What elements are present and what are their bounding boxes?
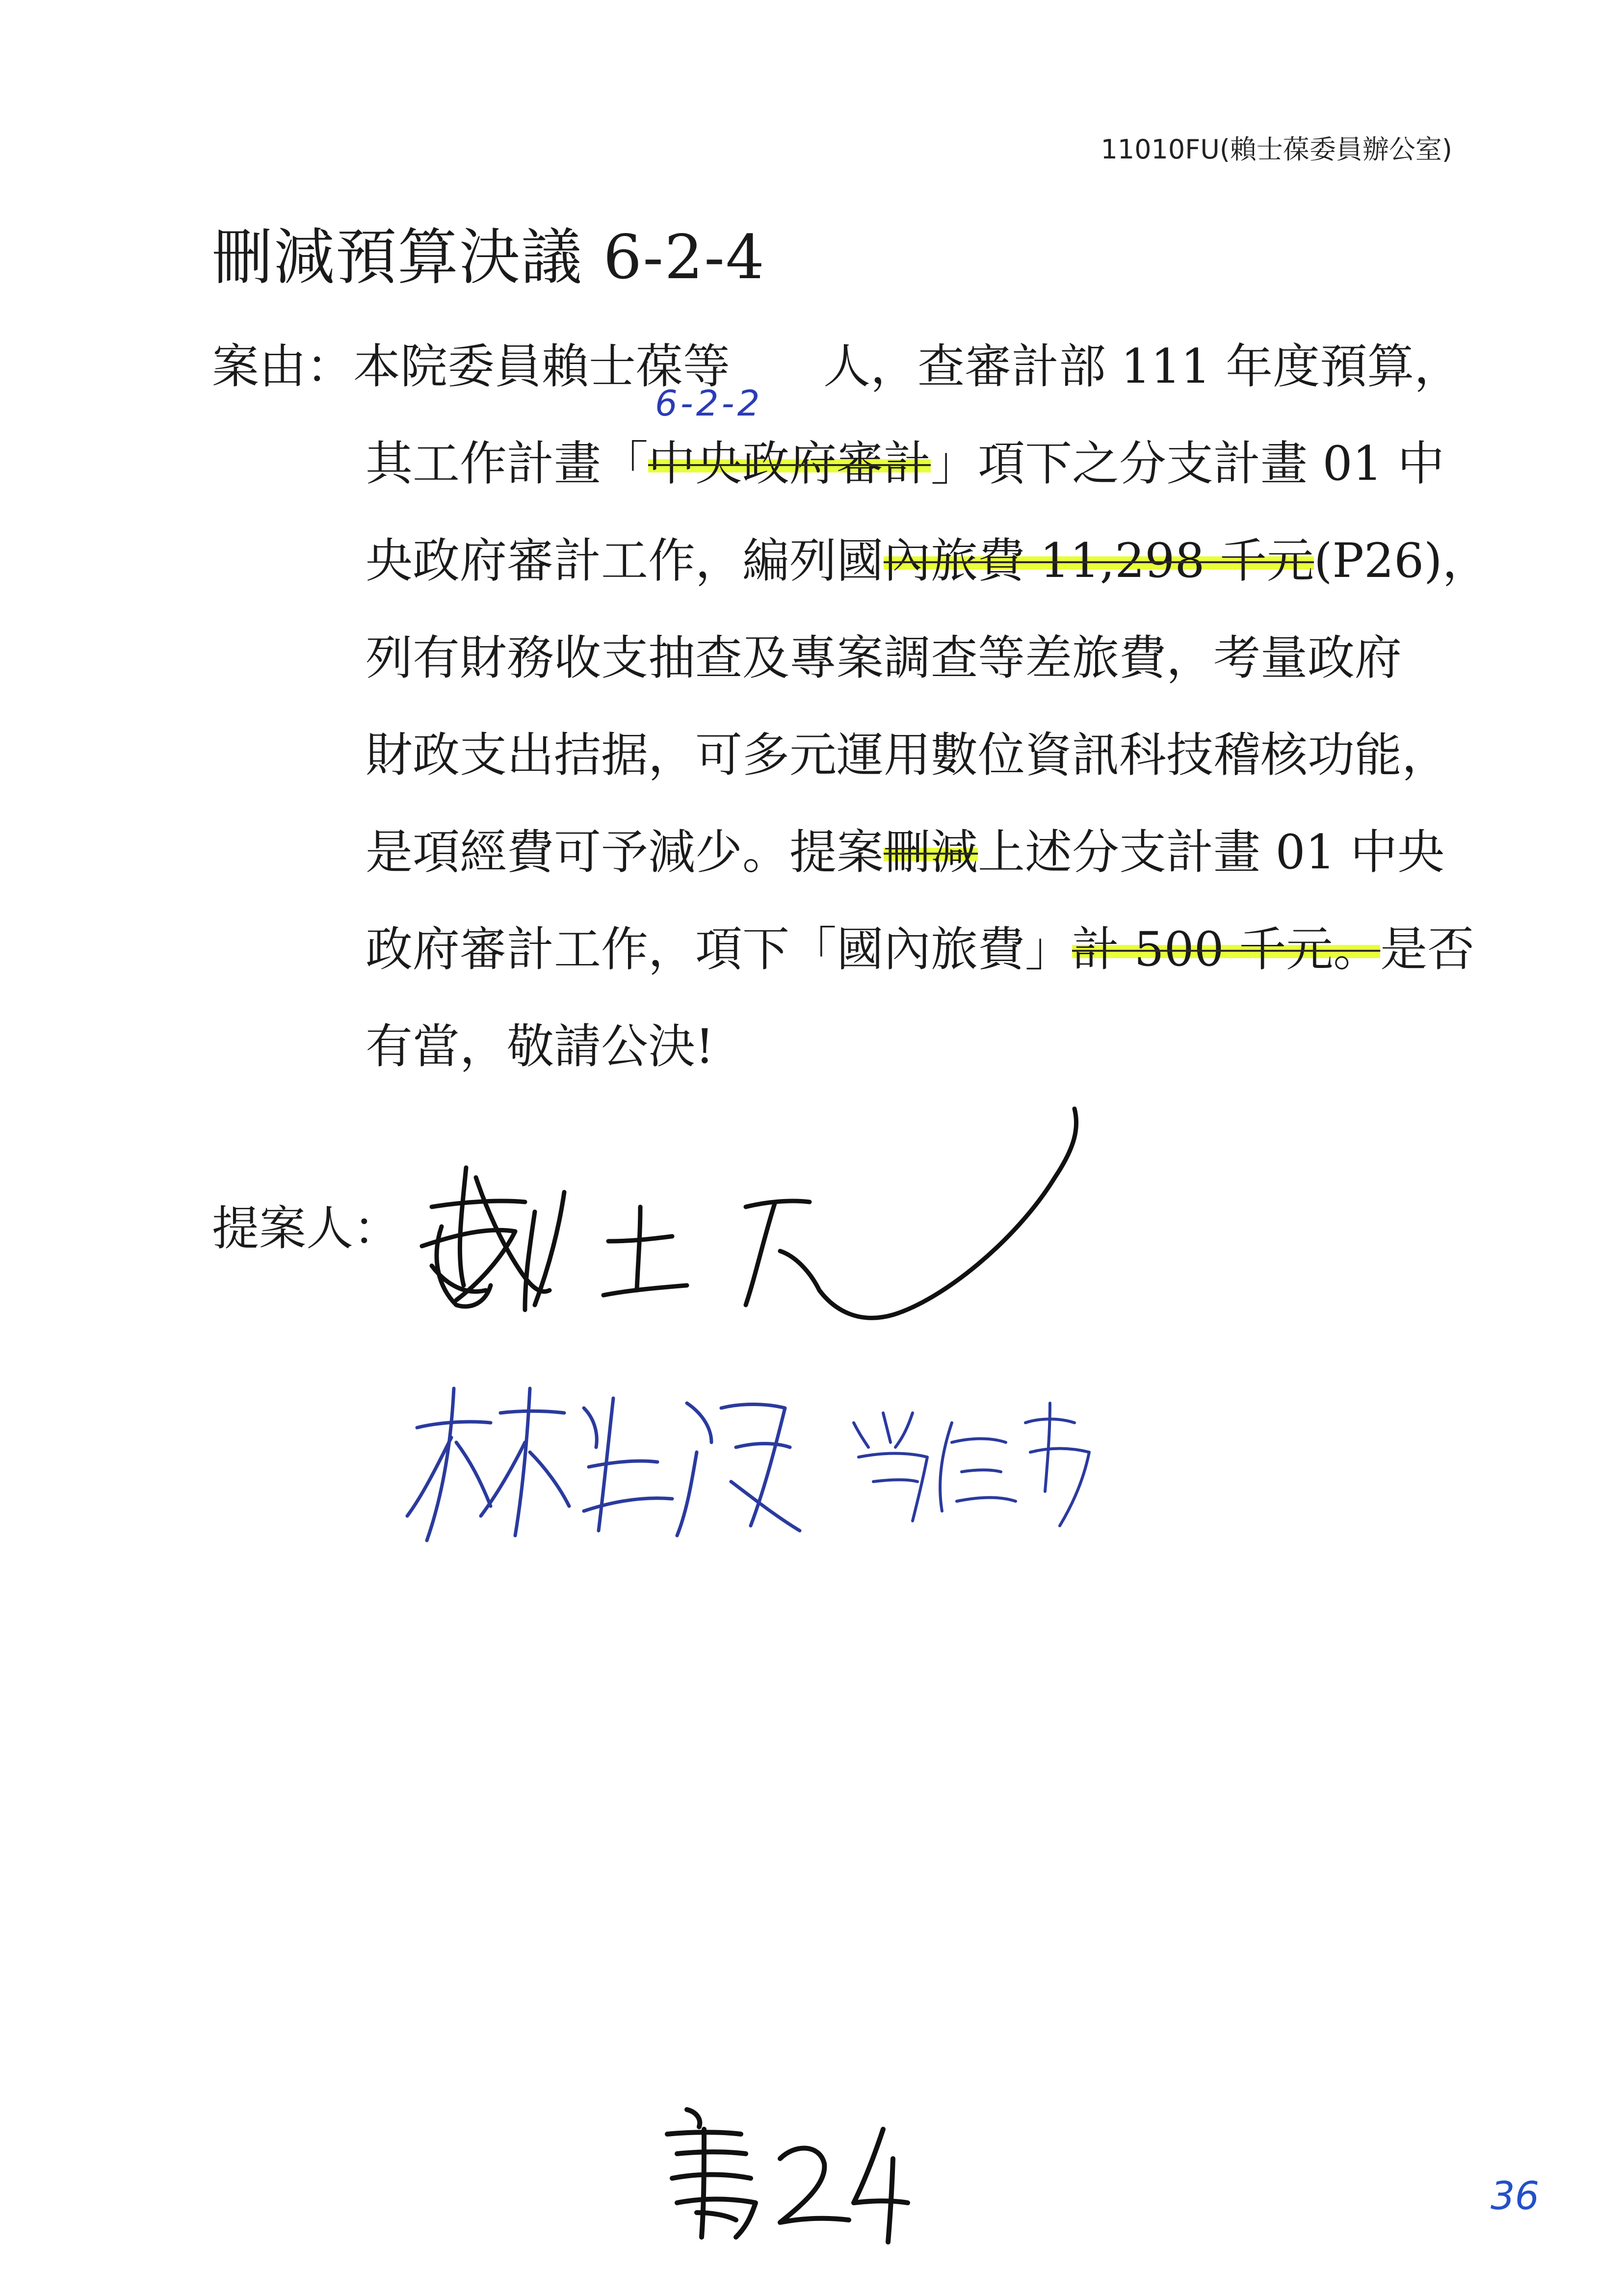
signature-tseng (844, 1393, 1119, 1540)
body-text-segment: 政府審計工作，項下「國內旅費」 (366, 922, 1072, 977)
office-code: 11010FU(賴士葆委員辦公室) (1100, 134, 1452, 165)
body-text-segment: 人，查審計部 111 年度預算， (823, 339, 1462, 394)
body-text-segment: 是否 (1380, 922, 1475, 977)
body-text-segment: 案由：本院委員賴士葆等 (212, 339, 730, 394)
body-text-segment: 財政支出拮据，可多元運用數位資訊科技稽核功能， (366, 728, 1449, 783)
body-text-segment: 上述分支計畫 01 中央 (978, 825, 1445, 880)
body-text-segment: 」項下之分支計畫 01 中 (931, 436, 1445, 491)
body-line-5 (212, 706, 1468, 804)
body-text-segment: 其工作計畫「 (366, 436, 648, 491)
body-text-segment: 是項經費可予減少。提案 (366, 825, 884, 880)
body-line-4 (212, 609, 1468, 706)
struck-highlighted-text: 計 500 千元。 (1072, 922, 1381, 977)
body-line-2 (212, 415, 1468, 512)
motion-body (212, 318, 1490, 1095)
proposer-label: 提案人： (212, 1201, 400, 1256)
struck-highlighted-text: 中央政府審計 (648, 436, 931, 491)
body-text-segment: 有當，敬請公決! (366, 1019, 714, 1074)
body-line-3 (212, 512, 1490, 609)
signature-lai (402, 1079, 1138, 1354)
struck-highlighted-text: 刪減 (884, 825, 978, 880)
body-line-1 (212, 318, 1468, 415)
body-line-6 (212, 804, 1468, 901)
handwritten-annotation: 6-2-2 (655, 383, 763, 424)
body-text-segment: 央政府審計工作，編列國 (366, 533, 884, 588)
body-text-segment: (P26)， (1313, 533, 1490, 588)
document-title: 刪減預算決議 6-2-4 (212, 222, 765, 293)
handwritten-serial-mark (657, 2100, 913, 2247)
body-text-segment: 列有財務收支抽查及專案調查等差旅費，考量政府 (366, 630, 1402, 685)
body-line-7 (212, 901, 1475, 998)
struck-highlighted-text: 內旅費 11,298 千元 (884, 533, 1314, 588)
page-number: 36 (1491, 2174, 1540, 2218)
signature-lin (397, 1369, 839, 1555)
